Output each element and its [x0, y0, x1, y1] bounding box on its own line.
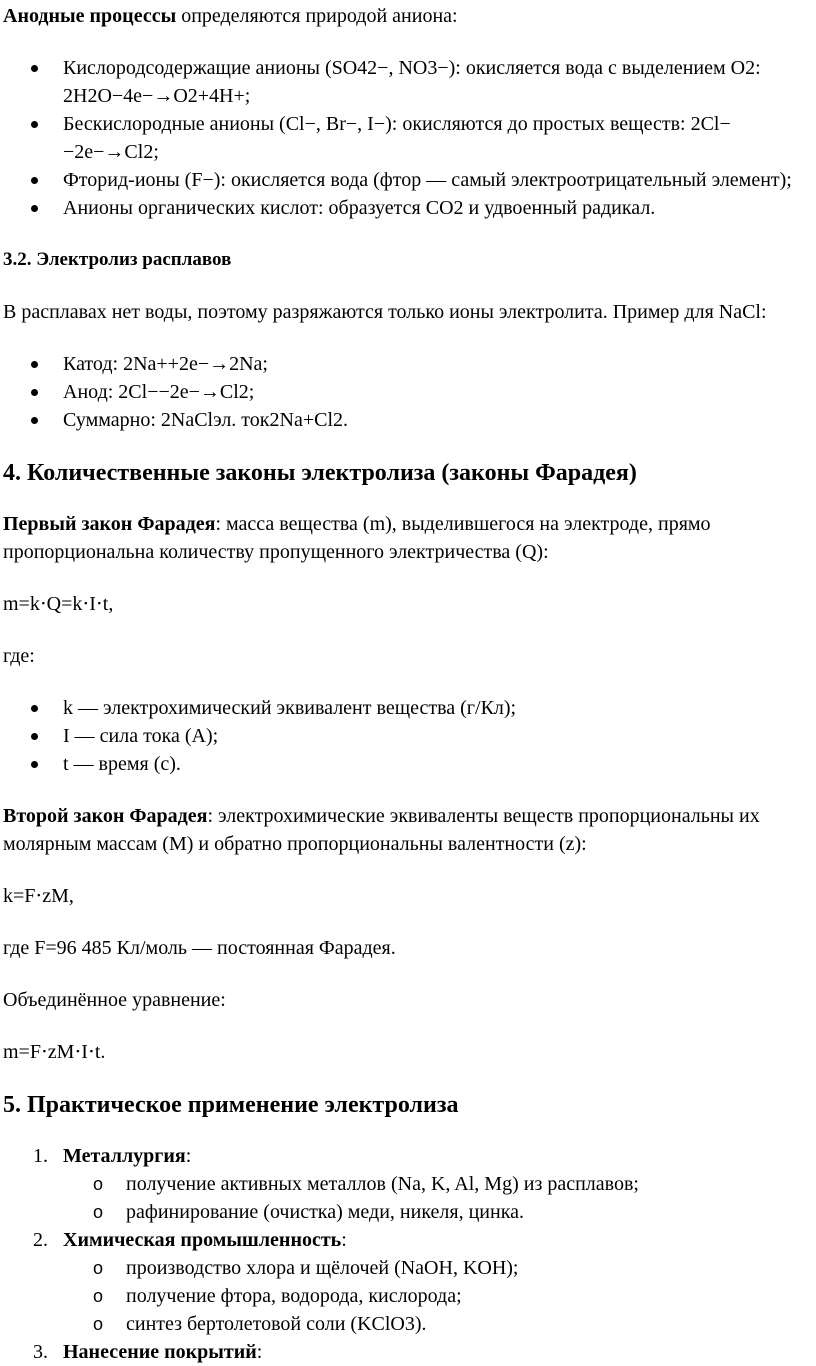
group-number: 1. [33, 1145, 48, 1167]
sub-item-text: получение фтора, водорода, кислорода; [126, 1285, 462, 1307]
first-law-title: Первый закон Фарадея [3, 513, 216, 535]
second-law [3, 802, 813, 858]
application-group [3, 1338, 813, 1366]
group-colon: : [256, 1341, 263, 1363]
sub-item-text: получение активных металлов (Na, K, Al, Mg) из расплавов; [126, 1173, 639, 1195]
list-item-text: Анод: 2Cl−−2e−→Cl2; [63, 381, 255, 403]
bullet-icon [31, 205, 38, 212]
first-law [3, 510, 813, 566]
list-item [3, 406, 813, 434]
list-item [3, 378, 813, 406]
bullet-icon [31, 705, 38, 712]
section-heading-3-2: 3.2. Электролиз расплавов [3, 249, 232, 270]
sub-item-text: рафинирование (очистка) меди, никеля, цинка. [126, 1201, 524, 1223]
list-item-text: Кислородсодержащие анионы (SO42−, NO3−): окисляется вода с выделением O2: 2H2O−4e−→O2+4H+; [63, 57, 761, 107]
list-item-text: I — сила тока (A); [63, 725, 219, 747]
list-item [3, 166, 813, 194]
group-colon: : [341, 1229, 347, 1251]
list-item-text: Бескислородные анионы (Cl−, Br−, I−): окисляются до простых веществ: 2Cl−−2e−→Cl2; [63, 113, 731, 163]
sub-list [63, 1254, 813, 1338]
circle-bullet-icon: o [93, 1258, 104, 1278]
list-item [3, 194, 813, 222]
group-title: Металлургия [63, 1145, 186, 1167]
list-item-text: Фторид-ионы (F−): окисляется вода (фтор — самый электроотрицательный элемент); [63, 169, 792, 191]
melts-intro: В расплавах нет воды, поэтому разряжаются только ионы электролита. Пример для NaCl: [3, 301, 767, 323]
sub-item-text: синтез бертолетовой соли (KClO3). [126, 1313, 427, 1335]
bullet-icon [31, 361, 38, 368]
sub-item [63, 1254, 813, 1282]
anodic-intro-bold: Анодные процессы [3, 5, 177, 27]
sub-item [63, 1198, 813, 1226]
group-title: Химическая промышленность [63, 1229, 342, 1251]
bullet-icon [31, 121, 38, 128]
circle-bullet-icon: o [93, 1202, 104, 1222]
formula-second-law: k=F⋅zM, [3, 885, 74, 907]
anodic-intro [3, 2, 813, 30]
list-item [3, 750, 813, 778]
bullet-icon [31, 177, 38, 184]
list-item-text: k — электрохимический эквивалент вещества (г/Кл); [63, 697, 517, 719]
bullet-icon [31, 417, 38, 424]
sub-list [63, 1170, 813, 1226]
section-heading-4: 4. Количественные законы электролиза (законы Фарадея) [3, 460, 637, 486]
variables-list [3, 694, 813, 778]
combined-label: Объединённое уравнение: [3, 989, 226, 1011]
where-label: где: [3, 645, 35, 667]
list-item-text: Катод: 2Na++2e−→2Na; [63, 353, 268, 375]
bullet-icon [31, 389, 38, 396]
application-group [3, 1226, 813, 1338]
formula-combined: m=F⋅zM⋅I⋅t. [3, 1041, 106, 1063]
group-number: 3. [33, 1341, 48, 1363]
sub-item [63, 1310, 813, 1338]
first-law-text: : масса вещества (m), выделившегося на электроде, прямо пропорциональна количеству пропущенного электричества (Q): [3, 513, 711, 563]
list-item-text: t — время (с). [63, 753, 181, 775]
faraday-constant: где F=96 485 Кл/моль — постоянная Фарадея. [3, 937, 396, 959]
second-law-text: : электрохимические эквиваленты веществ пропорциональны их молярным массам (M) и обратно пропорциональны валентности (z): [3, 805, 760, 855]
group-colon: : [185, 1145, 192, 1167]
bullet-icon [31, 733, 38, 740]
sub-item [63, 1170, 813, 1198]
group-title: Нанесение покрытий [63, 1341, 257, 1363]
circle-bullet-icon: o [93, 1314, 104, 1334]
circle-bullet-icon: o [93, 1286, 104, 1306]
applications-list [3, 1142, 813, 1366]
bullet-icon [31, 65, 38, 72]
bullet-icon [31, 761, 38, 768]
sub-item [63, 1282, 813, 1310]
sub-item-text: производство хлора и щёлочей (NaOH, KOH); [126, 1257, 519, 1279]
list-item-text: Суммарно: 2NaClэл. ток2Na+Cl2. [63, 409, 348, 431]
group-number: 2. [33, 1229, 48, 1251]
anodic-list [3, 54, 813, 222]
anodic-intro-text: определяются природой аниона: [176, 5, 458, 27]
formula-first-law: m=k⋅Q=k⋅I⋅t, [3, 593, 114, 615]
list-item [3, 110, 813, 166]
list-item [3, 54, 813, 110]
list-item-text: Анионы органических кислот: образуется CO2 и удвоенный радикал. [63, 197, 656, 219]
list-item [3, 350, 813, 378]
list-item [3, 694, 813, 722]
melts-list [3, 350, 813, 434]
section-heading-5: 5. Практическое применение электролиза [3, 1092, 459, 1118]
application-group [3, 1142, 813, 1226]
circle-bullet-icon: o [93, 1174, 104, 1194]
list-item [3, 722, 813, 750]
second-law-title: Второй закон Фарадея [3, 805, 208, 827]
